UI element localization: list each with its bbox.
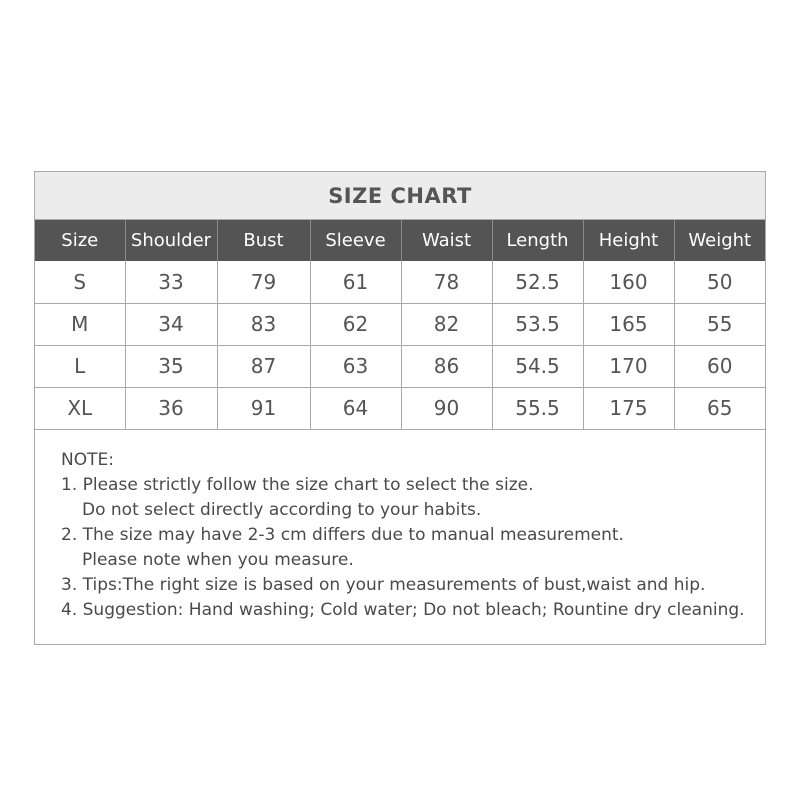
table-row [35,261,765,303]
table-cell: 170 [583,345,674,387]
note-line: Do not select directly according to your habits. [82,499,482,520]
table-cell: 83 [217,303,310,345]
table-cell: 54.5 [492,345,583,387]
column-header-length: Length [492,220,583,261]
column-header-size: Size [61,230,99,251]
table-cell: 36 [125,387,217,429]
notes-section [35,430,765,623]
table-cell: 87 [217,345,310,387]
column-header-height: Height [583,220,674,261]
table-cell: 65 [674,387,765,429]
table-cell: XL [35,387,125,429]
column-header-waist: Waist [401,220,492,261]
notes-heading: NOTE: [61,449,114,470]
note-line: 4. Suggestion: Hand washing; Cold water; Do not bleach; Rountine dry cleaning. [61,599,745,620]
table-cell: S [35,261,125,303]
table-cell: 55.5 [492,387,583,429]
chart-title: SIZE CHART [35,172,765,220]
table-cell: 35 [125,345,217,387]
table-cell: 78 [401,261,492,303]
column-header-sleeve: Sleeve [310,220,401,261]
table-cell: 91 [217,387,310,429]
table-row [35,387,765,429]
table-cell: 33 [125,261,217,303]
table-cell: 34 [125,303,217,345]
size-chart [34,171,766,645]
table-cell: 50 [674,261,765,303]
table-cell: 55 [674,303,765,345]
table-cell: 79 [217,261,310,303]
note-line: Please note when you measure. [82,549,354,570]
column-header-bust: Bust [217,220,310,261]
column-header-shoulder: Shoulder [125,220,217,261]
table-cell: 61 [310,261,401,303]
table-cell: 90 [401,387,492,429]
table-cell: 86 [401,345,492,387]
note-line: 1. Please strictly follow the size chart to select the size. [61,474,534,495]
table-cell: 175 [583,387,674,429]
table-cell: 60 [674,345,765,387]
table-cell: 64 [310,387,401,429]
table-cell: 53.5 [492,303,583,345]
table-cell: 165 [583,303,674,345]
table-header-row [35,220,765,261]
table-cell: L [35,345,125,387]
note-line: 3. Tips:The right size is based on your measurements of bust,waist and hip. [61,574,706,595]
table-cell: M [35,303,125,345]
table-row [35,345,765,387]
table-cell: 52.5 [492,261,583,303]
note-line: 2. The size may have 2-3 cm differs due to manual measurement. [61,524,624,545]
size-table [35,220,765,430]
table-cell: 160 [583,261,674,303]
column-header-weight: Weight [674,220,765,261]
table-cell: 82 [401,303,492,345]
table-cell: 63 [310,345,401,387]
table-row [35,303,765,345]
table-cell: 62 [310,303,401,345]
